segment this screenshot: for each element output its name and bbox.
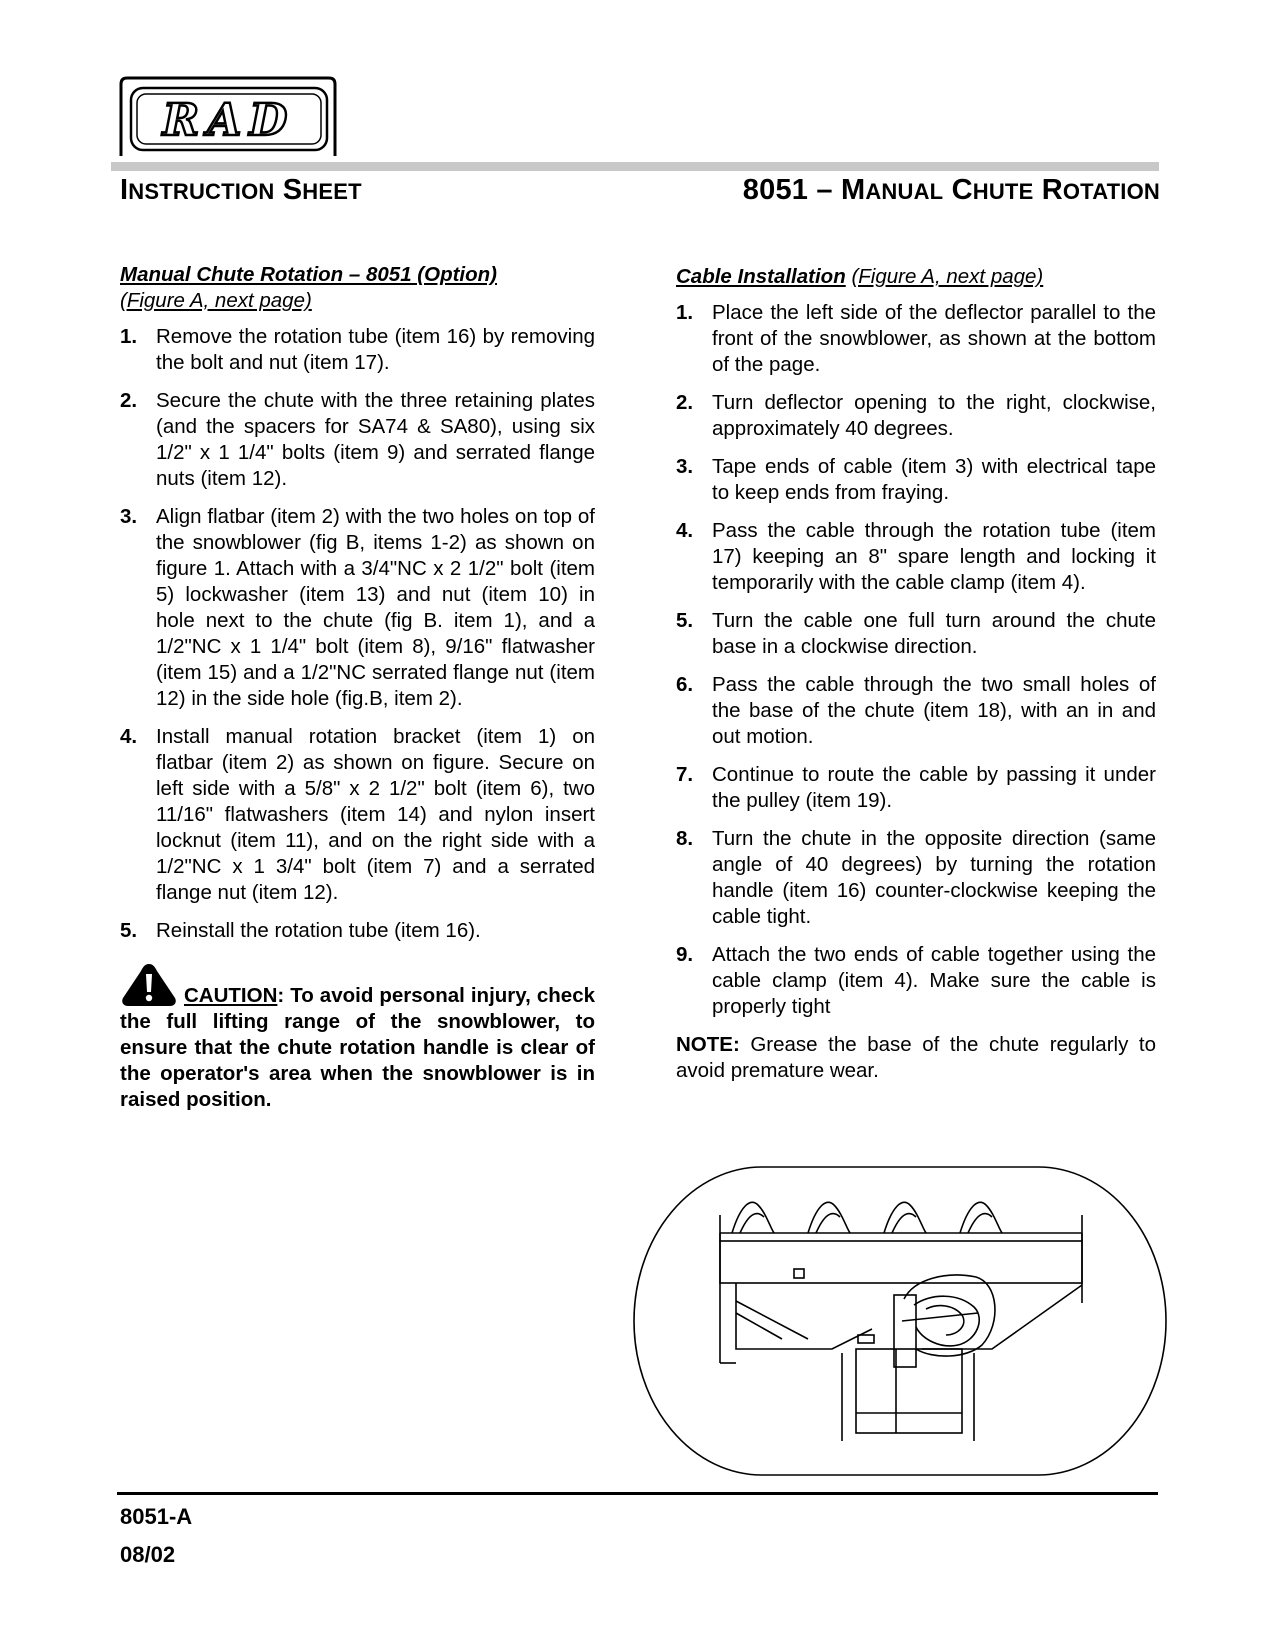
cable-installation-heading: Cable Installation (Figure A, next page): [676, 265, 1044, 288]
document-code: 8051-A: [120, 1504, 193, 1529]
right-column: [676, 264, 1156, 1084]
header-rule: [111, 162, 1159, 171]
warning-icon: [120, 962, 178, 1008]
list-item: 9. Attach the two ends of cable together using the cable clamp (item 4). Make sure the cable is properly tight: [676, 943, 1156, 1018]
list-item: 2. Turn deflector opening to the right, clockwise, approximately 40 degrees.: [676, 391, 1156, 440]
product-title: 8051 – MANUAL CHUTE ROTATION: [742, 174, 1160, 206]
logo-text: RAD: [162, 95, 296, 146]
list-item: 4. Install manual rotation bracket (item 1) on flatbar (item 2) as shown on figure. Secure on left side with a 5/8" x 2 1/2" bolt (item 6), two 11/16" flatwashers (item 14) and nylon insert locknut (item 11), and on the right side with a 1/2"NC x 1 3/4" bolt (item 7) and a serrated flange nut (item 12).: [120, 725, 595, 904]
rad-logo: [117, 76, 347, 158]
list-item: 8. Turn the chute in the opposite direction (same angle of 40 degrees) by turning the rotation handle (item 16) counter-clockwise keeping the cable tight.: [676, 827, 1156, 928]
list-item: 5. Reinstall the rotation tube (item 16).: [120, 919, 481, 942]
footer-rule: [117, 1492, 1158, 1495]
grease-note: NOTE: Grease the base of the chute regularly to avoid premature wear.: [676, 1033, 1156, 1082]
list-item: 5. Turn the cable one full turn around the chute base in a clockwise direction.: [676, 609, 1156, 658]
manual-rotation-heading: Manual Chute Rotation – 8051 (Option) (Figure A, next page): [120, 263, 497, 312]
figure-oval-outline: [634, 1167, 1166, 1475]
list-item: 1. Remove the rotation tube (item 16) by removing the bolt and nut (item 17).: [120, 325, 595, 374]
list-item: 2. Secure the chute with the three retaining plates (and the spacers for SA74 & SA80), using six 1/2" x 1 1/4" bolts (item 9) and serrated flange nuts (item 12).: [120, 389, 595, 490]
document-date: 08/02: [120, 1542, 176, 1567]
list-item: 3. Tape ends of cable (item 3) with electrical tape to keep ends from fraying.: [676, 455, 1156, 504]
doc-type-title: INSTRUCTION SHEET: [120, 174, 362, 206]
list-item: 7. Continue to route the cable by passing it under the pulley (item 19).: [676, 763, 1156, 812]
list-item: 4. Pass the cable through the rotation tube (item 17) keeping an 8" spare length and locking it temporarily with the cable clamp (item 4).: [676, 519, 1156, 594]
manual-rotation-steps: [120, 324, 595, 944]
snowblower-top-view-figure: [632, 1163, 1168, 1479]
caution-notice: CAUTION: To avoid personal injury, check the full lifting range of the snowblower, to ensure that the chute rotation handle is clear of the operator's area when the snowblower is in raised position.: [120, 962, 595, 1113]
left-column: [120, 262, 595, 1113]
list-item: 1. Place the left side of the deflector parallel to the front of the snowblower, as shown at the bottom of the page.: [676, 301, 1156, 376]
list-item: 3. Align flatbar (item 2) with the two holes on top of the snowblower (fig B, items 1-2) as shown on figure 1. Attach with a 3/4"NC x 2 1/2" bolt (item 5) lockwasher (item 13) and nut (item 10) in hole next to the chute (fig B. item 1), and a 1/2"NC x 1 1/4" bolt (item 8), 9/16" flatwasher (item 15) and a 1/2"NC serrated flange nut (item 12) in the side hole (fig.B, item 2).: [120, 505, 595, 710]
cable-installation-steps: [676, 300, 1156, 1020]
list-item: 6. Pass the cable through the two small holes of the base of the chute (item 18), with an in and out motion.: [676, 673, 1156, 748]
